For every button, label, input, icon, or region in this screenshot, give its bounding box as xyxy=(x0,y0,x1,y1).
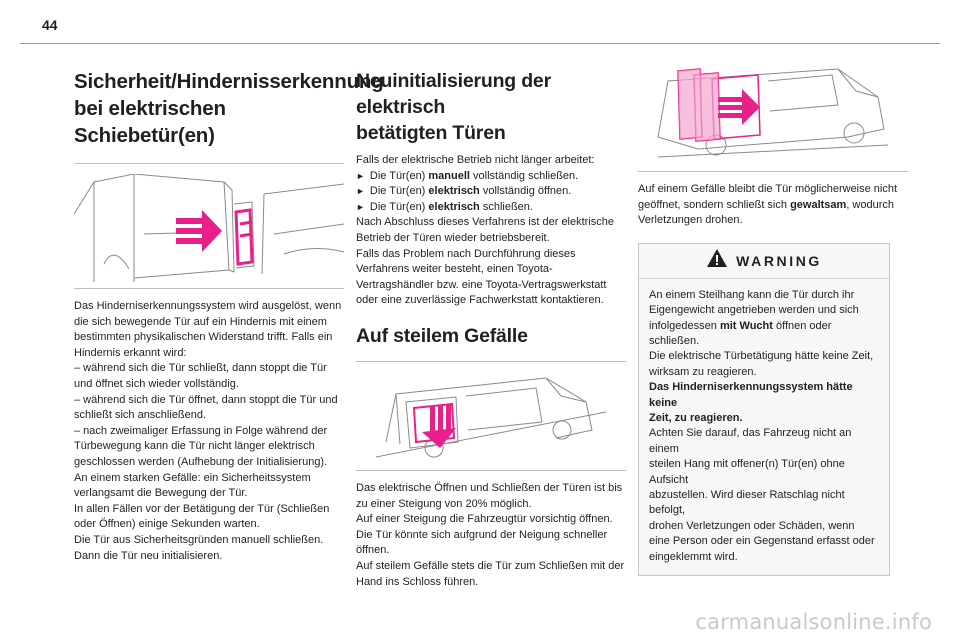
section-title-reinit xyxy=(356,68,626,146)
warning-header xyxy=(639,244,889,279)
text-line: Das Hinderniserkennungssystem wird ausgelöst, wenn xyxy=(74,300,342,312)
text-line: Nach Abschluss dieses Verfahrens ist der elektrische xyxy=(356,216,615,229)
text-line: Vertragshändler bzw. eine Toyota-Vertragswerkstatt xyxy=(356,278,607,291)
text-line: Hand ins Schloss führen. xyxy=(356,575,479,588)
text-span: , wodurch xyxy=(846,198,895,211)
text-bold: Zeit, zu reagieren. xyxy=(649,412,743,425)
van-door-closing-illustration xyxy=(638,57,908,165)
section-title-obstacle xyxy=(74,68,384,149)
text-line: eingeklemmt wird. xyxy=(649,550,738,563)
text-line: In allen Fällen vor der Betätigung der Tür (Schließen xyxy=(74,502,330,515)
text-line: Verfahrens weiter besteht, einen Toyota- xyxy=(356,263,553,276)
title-line: Neuinitialisierung der elektrisch xyxy=(356,70,551,118)
text-line xyxy=(649,380,879,411)
text-line: steilen Hang mit offener(n) Tür(en) ohne Aufsicht xyxy=(649,458,845,486)
text-line: Türbewegung kann die Tür nicht länger elektrisch xyxy=(74,440,315,453)
reinit-body-text xyxy=(356,153,626,309)
bullet-arrow-icon: ► xyxy=(356,170,365,181)
text-span: infolgedessen xyxy=(649,319,720,332)
divider xyxy=(638,171,908,172)
text-line: oder eine zuverlässige Fachwerkstatt kontaktieren. xyxy=(356,294,604,307)
text-line: oder Öffnen) einige Sekunden warten. xyxy=(74,518,260,531)
column-slope-warning xyxy=(638,57,908,576)
divider xyxy=(356,361,626,362)
bullet-item xyxy=(356,200,626,216)
warning-body xyxy=(639,279,889,575)
text-line: Falls das Problem nach Durchführung dieses xyxy=(356,247,576,260)
bullet-text: Die Tür(en) xyxy=(369,169,429,182)
text-line: geschlossen werden (Aufhebung der Initialisierung). xyxy=(74,455,328,468)
text-line: Die elektrische Türbetätigung hätte keine Zeit, xyxy=(649,350,874,363)
text-line: schließt sich anschließend. xyxy=(74,409,207,422)
text-line: verlangsamt die Bewegung der Tür. xyxy=(74,487,248,500)
text-line: Verletzungen drohen. xyxy=(638,214,743,227)
text-line xyxy=(649,319,879,350)
slope-body-text xyxy=(356,481,626,590)
text-line: Die Tür könnte sich aufgrund der Neigung schneller xyxy=(356,528,608,541)
watermark: carmanualsonline.info xyxy=(695,610,932,634)
text-line: Die Tür aus Sicherheitsgründen manuell schließen. xyxy=(74,533,324,546)
bullet-text: schließen. xyxy=(479,200,533,213)
bullet-arrow-icon: ► xyxy=(356,186,365,197)
section-title-slope: Auf steilem Gefälle xyxy=(356,324,528,347)
bullet-bold: elektrisch xyxy=(428,185,480,198)
bullet-text: vollständig schließen. xyxy=(469,169,579,182)
text-line: An einem starken Gefälle: ein Sicherheitssystem xyxy=(74,471,311,484)
bullet-text: vollständig öffnen. xyxy=(479,185,572,198)
text-line: wirksam zu reagieren. xyxy=(649,365,757,378)
text-line: und öffnet sich wieder vollständig. xyxy=(74,377,239,390)
bullet-text: Die Tür(en) xyxy=(369,185,429,198)
text-line: Das elektrische Öffnen und Schließen der Türen ist bis xyxy=(356,481,623,494)
bullet-item xyxy=(356,184,626,200)
text-line: abzustellen. Wird dieser Ratschlag nicht befolgt, xyxy=(649,489,845,517)
text-line: zu einer Steigung von 20% möglich. xyxy=(356,497,532,510)
divider xyxy=(74,288,344,289)
text-line: Achten Sie darauf, das Fahrzeug nicht an einem xyxy=(649,427,852,455)
text-line: bestimmten physikalischen Widerstand trifft. Falls ein xyxy=(74,331,333,344)
text-line: Auf einer Steigung die Fahrzeugtür vorsichtig öffnen. xyxy=(356,513,613,526)
obstacle-body-text xyxy=(74,299,344,564)
title-line: bei elektrischen Schiebetür(en) xyxy=(74,97,226,147)
column-reinitialisation xyxy=(356,68,626,590)
warning-box xyxy=(638,243,890,576)
warning-label: WARNING xyxy=(736,252,822,269)
title-line: betätigten Türen xyxy=(356,122,506,144)
text-line: An einem Steilhang kann die Tür durch ihr xyxy=(649,288,855,301)
text-line: eine Person oder ein Gegenstand erfasst oder xyxy=(649,535,875,548)
top-rule xyxy=(20,43,940,44)
text-line: Hindernis erkannt wird: xyxy=(74,346,187,359)
text-line: die sich bewegende Tür auf ein Hindernis mit einem xyxy=(74,315,327,328)
text-line xyxy=(638,198,908,214)
intro-text: Falls der elektrische Betrieb nicht länger arbeitet: xyxy=(356,154,595,166)
bullet-bold: manuell xyxy=(428,169,470,182)
text-line: Eigengewicht angetrieben werden und sich xyxy=(649,304,859,317)
text-span: geöffnet, sondern schließt sich xyxy=(638,198,791,211)
divider xyxy=(74,163,344,164)
text-line: Auf steilem Gefälle stets die Tür zum Schließen mit der xyxy=(356,559,625,572)
sliding-door-obstacle-illustration xyxy=(74,174,344,282)
bullet-bold: elektrisch xyxy=(428,200,480,213)
column-obstacle-detection xyxy=(74,68,384,564)
text-line: – während sich die Tür schließt, dann stoppt die Tür xyxy=(74,362,327,375)
bullet-item xyxy=(356,169,626,185)
warning-triangle-icon xyxy=(706,248,728,273)
title-line: Sicherheit/Hindernisserkennung xyxy=(74,70,384,93)
text-line: – nach zweimaliger Erfassung in Folge während der xyxy=(74,424,328,437)
page-number: 44 xyxy=(42,17,58,33)
divider xyxy=(356,470,626,471)
van-on-slope-illustration xyxy=(356,372,626,464)
text-bold: Das Hinderniserkennungssystem hätte keine xyxy=(649,381,853,409)
text-line xyxy=(649,411,879,426)
text-line: Auf einem Gefälle bleibt die Tür möglicherweise nicht xyxy=(638,183,898,195)
text-bold: gewaltsam xyxy=(790,198,847,211)
bullet-arrow-icon: ► xyxy=(356,201,365,212)
text-span: öffnen oder schließen. xyxy=(649,319,832,347)
text-line: Dann die Tür neu initialisieren. xyxy=(74,549,223,562)
text-line: drohen Verletzungen oder Schäden, wenn xyxy=(649,519,855,532)
slope-note-text xyxy=(638,182,908,229)
text-line: öffnen. xyxy=(356,544,390,557)
text-line: – während sich die Tür öffnet, dann stoppt die Tür und xyxy=(74,393,338,406)
bullet-text: Die Tür(en) xyxy=(369,200,429,213)
text-bold: mit Wucht xyxy=(719,319,773,332)
text-line: Betrieb der Türen wieder betriebsbereit. xyxy=(356,231,550,244)
